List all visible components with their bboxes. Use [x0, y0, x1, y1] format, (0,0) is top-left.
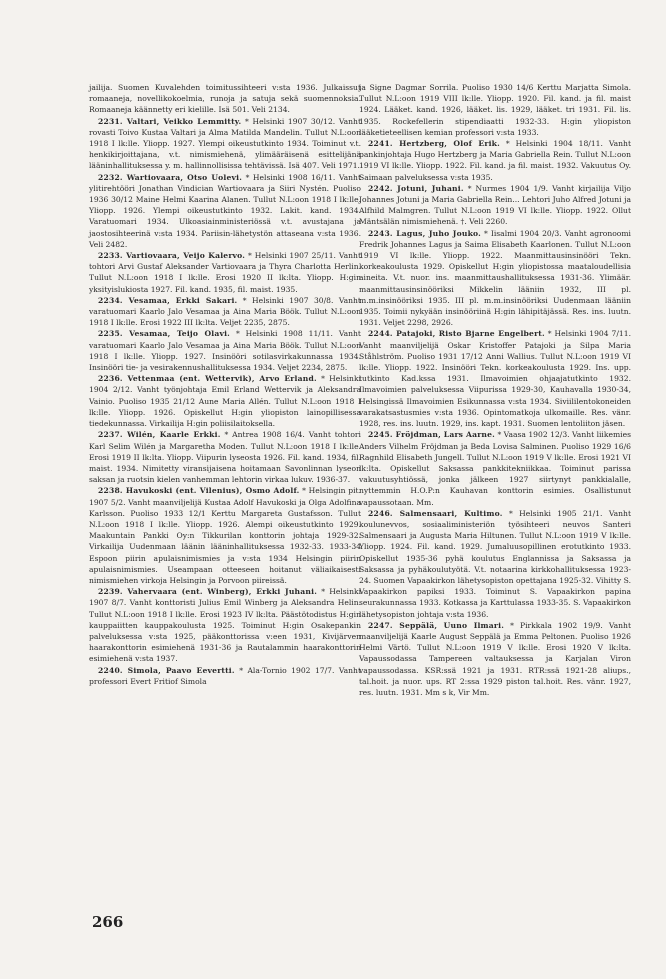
entry-heading: 2232. Wartiovaara, Otso Uolevi.	[98, 172, 243, 182]
entry-text: * Helsinki 1904 7/11. Vanht maanviljelijä Oskar Kristoffer Patajoki ja Silpa Maria Ståhlström. Puoliso 1931 17/12 Anni Wallius. Tullut N.L:oon 1919 VI lk:lle. Yliopp. 1922. Insinööri Tekn. korkeakoulusta 1929. Ins. upp. tutkinto Kad.kssa 1931. Ilmavoimien ohjaajatutkinto 1932. Ilmavoimien palveluksessa Viipurissa 1929-30, Kauhavalla 1930-34, Helsingissä Ilmavoimien Esikunnassa v:sta 1934. Siviililentokoneiden varakatsastusmies v:sta 1936. Opintomatkoja ulkomaille. Res. vänr. 1928, res. ins. luutn. 1929, ins. kapt. 1931. Suomen lentoliiton jäsen.	[359, 329, 632, 429]
page-number: 266	[92, 913, 124, 931]
entry-text: * Helsinki 1907 30/8. Vanht varatuomari Kaarlo Jalo Vesamaa ja Aina Maria Böök. Tullut N.L:oon 1918 I lk:lle. Erosi 1922 III lk:lta. Veljet 2235, 2875.	[89, 295, 361, 328]
entry-text: * Iisalmi 1904 20/3. Vanht agronoomi Fredrik Johannes Lagus ja Saima Elisabeth Kaarlonen. Tullut N.L:oon 1919 VI lk:lle. Yliopp. 1922. Maanmittausinsinööri Tekn. korkeakoulusta 1929. Opiskellut H:gin yliopistossa maataloudellisia aineita. V.t. nuor. ins. maanmittaushallituksessa 1931-36. Ylimäär. maanmittausinsinööriksi Mikkelin lääniin 1932, III pl. m.m.insinööriksi 1935. III pl. m.m.insinööriksi Uudenmaan lääniin 1935. Toimii nykyään insinööriinä H:gin lähipitäjässä. Res. ins. luutn. 1931. Veljet 2298, 2926.	[359, 228, 631, 328]
biography-entry	[89, 82, 361, 116]
entry-text: * Helsinki 1908 11/11. Vanht varatuomari Kaarlo Jalo Vesamaa ja Aina Maria Böök. Tullut N.L:oon 1918 I lk:lle. Yliopp. 1927. Insinööri sotilasvirkakunnassa 1934. Insinööri tie- ja vesirakennushallituksessa 1934. Veljet 2234, 2875.	[89, 329, 361, 373]
entry-heading: 2235. Vesamaa, Teijo Olavi.	[98, 329, 231, 339]
right-column	[359, 82, 631, 698]
entry-text: * Helsinki 1907 30/12. Vanht rovasti Toivo Kustaa Valtari ja Alma Matilda Mandelin. Tullut N.L:oon 1918 I lk:lle. Yliopp. 1927. Ylempi oikeustutkinto 1934. Toiminut v.t. henkikirjoittajana, v.t. nimismiehenä, ylimääräisenä esittelijänä lääninhallituksessa y. m. hallinnollisissa tehtävissä. Isä 407. Veli 1971.	[89, 116, 361, 171]
entry-text: * Nurmes 1904 1/9. Vanht kirjailija Viljo Johannes Jotuni ja Maria Gabriella Rein... Lehtori Juho Alfred Jotuni ja Alfhild Malmgren. Tullut N.L:oon 1919 VI lk:lle. Yliopp. 1922. Ollut Mäntsälän nimismiehenä. †. Veli 2260.	[359, 183, 631, 227]
biography-entry	[359, 620, 631, 698]
biography-entry	[89, 485, 361, 586]
entry-text: * Pirkkala 1902 19/9. Vanht maanviljelijä Kaarle August Seppälä ja Emma Peltonen. Puoliso 1926 Helmi Värtö. Tullut N.L:oon 1919 V lk:lle. Erosi 1920 V lk:lta. Vapaussodassa Tampereen valtauksessa ja Karjalan Viron vapaussodassa. KSR:ssä 1921 ja 1931. RTR:ssä 1921-28 aliups., tal.hoit. ja nuor. ups. RT 2:ssa 1929 piston tal.hoit. Res. vänr. 1927, res. luutn. 1931. Mm s k, Vir Mm.	[359, 620, 631, 697]
biography-entry	[359, 228, 631, 329]
entry-text: * Helsinki 1907 8/7. Vanht konttoristi Julius Emil Winberg ja Aleksandra Helin. Tullut N.L:oon 1918 I lk:lle. Erosi 1923 IV lk:lta. Päästötodistus H:gin kauppaiitten kauppakoulusta 1925. Toiminut H:gin Osakepankin palveluksessa v:sta 1925, pääkonttorissa v:een 1931, Kivijärven haarakonttorin esimiehenä 1931-36 ja Rautalammin haarakonttorin esimiehenä v:sta 1937.	[89, 587, 361, 664]
entry-heading: 2246. Salmensaari, Kultimo.	[368, 508, 503, 518]
entry-text: * Helsinki 1907 25/11. Vanht tohtori Arvi Gustaf Aleksander Vartiovaara ja Thyra Charlotta Herlin. Tullut N.L:oon 1918 I lk:lle. Erosi 1920 II lk:lta. Yliopp. H:gin yksityislukiosta 1927. Fil. kand. 1935, fil. maist. 1935.	[89, 251, 361, 294]
biography-entry	[359, 508, 631, 620]
biography-entry	[89, 172, 361, 250]
entry-text: * Ala-Tornio 1902 17/7. Vanht professori Evert Fritiof Simola	[89, 665, 361, 686]
entry-heading: 2233. Vartiovaara, Veijo Kalervo.	[98, 251, 246, 261]
entry-heading: 2247. Seppälä, Uuno Ilmari.	[368, 620, 505, 630]
biography-entry	[89, 295, 361, 329]
entry-heading: 2237. Wilén, Kaarle Erkki.	[98, 430, 221, 440]
biography-entry	[89, 665, 361, 687]
entry-text: * Helsinki 1908 16/11. Vanht ylitirehtööri Jonathan Vindician Wartiovaara ja Siiri Nystén. Puoliso 1936 30/12 Maine Helmi Kaarina Alanen. Tullut N.L:oon 1918 I lk:lle. Yliopp. 1926. Ylempi oikeustutkinto 1932. Lakit. kand. 1934. Varatuomari 1934. Ulkoasiainministeriössä v.t. avustajana ja jaostosihteerinä v:sta 1934. Pariisin-lähetystön attaseana v:sta 1936. Veli 2482.	[89, 172, 361, 249]
entry-heading: 2245. Fröjdman, Lars Aarne.	[368, 430, 495, 440]
entry-text: ja Signe Dagmar Sorrila. Puoliso 1930 14/6 Kerttu Marjatta Simola. Tullut N.L:oon 1919 VIII lk:lle. Yliopp. 1920. Fil. kand. ja fil. maist 1924. Lääket. kand. 1926, lääket. lis. 1929, lääket. tri 1931. Fil. lis. 1935. Rockefellerin stipendiaatti 1932-33. H:gin yliopiston lääketieteellisen kemian professori v:sta 1933.	[359, 83, 631, 137]
entry-heading: 2243. Lagus, Juho Jouko.	[368, 228, 482, 238]
left-column	[89, 82, 361, 687]
biography-entry	[359, 138, 631, 183]
entry-heading: 2240. Simola, Paavo Eevertti.	[98, 665, 235, 675]
entry-text: * Helsingin pit. 1907 5/2. Vanht maanviljelijä Kustaa Adolf Havukoski ja Olga Adolfina Karlsson. Puoliso 1933 12/1 Kerttu Margareta Gustafsson. Tullut N.L:oon 1918 I lk:lle. Yliopp. 1926. Alempi oikeustutkinto 1929. Maakuntain Pankki Oy:n Tikkurilan konttorin johtaja 1929-32. Virkailija Uudenmaan läänin lääninhallituksessa 1932-33. 1933-34 Espoon piirin apulaisnimismies ja v:sta 1934 Helsingin piirin apulaisnimismies. Useampaan otteeseen hoitanut väliaikaisesti nimismiehen virkoja Helsingin ja Porvoon piireissä.	[89, 486, 361, 585]
biography-entry	[89, 250, 361, 295]
entry-text: * Antrea 1908 16/4. Vanht tohtori Karl Selim Wilén ja Margaretha Moden. Tullut N.L:oon 1918 I lk:lle. Erosi 1919 II lk:lta. Yliopp. Viipurin lyseosta 1926. Fil. kand. 1934, fil. maist. 1934. Nimitetty viransijaisena hoitamaan Savonlinnan lyseon saksan ja ruotsin kielen vanhemman lehtorin virkaa lukuv. 1936-37.	[89, 430, 361, 485]
entry-heading: 2244. Patajoki, Risto Bjarne Engelbert.	[368, 329, 545, 339]
biography-entry	[359, 429, 631, 507]
biography-entry	[89, 116, 361, 172]
entry-heading: 2231. Valtari, Veikko Lemmitty.	[98, 116, 242, 126]
entry-text: * Helsinki 1905 21/1. Vanht koulunevvos, sosiaaliministeriön työsihteeri neuvos Santeri Salmensaari ja Augusta Maria Hiltunen. Tullut N.L:oon 1919 V lk:lle. Yliopp. 1924. Fil. kand. 1929. Jumaluusopillinen erotutkinto 1933. Opiskellut 1935-36 pyhä koulutus Englannissa ja Saksassa ja Saksassa ja pyhäkoulutyötä. V.t. notaarina kirkkohallituksessa 1923-24. Suomen Vapaakirkon lähetysopiston opettajana 1925-32. Vihitty S. Vapaakirkon papiksi 1933. Toiminut S. Vapaakirkon papina seurakunnassa 1933. Kotkassa ja Karttulassa 1933-35. S. Vapaakirkon lähetysopiston johtaja v:sta 1936.	[359, 508, 631, 619]
entry-heading: 2241. Hertzberg, Olof Erik.	[368, 139, 500, 149]
entry-heading: 2236. Vettenmaa (ent. Wettervik), Arvo Erland.	[98, 374, 317, 384]
entry-text: jailija. Suomen Kuvalehden toimitussihteeri v:sta 1936. Julkaissut romaaneja, novellikokoelmia, runoja ja satuja sekä suomennoksia. Romaaneja käännetty eri kielille. Isä 501. Veli 2134.	[89, 83, 361, 115]
entry-heading: 2242. Jotuni, Juhani.	[368, 183, 464, 193]
biography-entry	[359, 328, 631, 429]
biography-entry	[89, 328, 361, 373]
entry-heading: 2238. Havukoski (ent. Vilenius), Osmo Adolf.	[98, 486, 300, 496]
biography-entry	[89, 373, 361, 429]
entry-text: * Helsinki 1904 2/12. Vanht työnjohtaja Emil Erland Wettervik ja Aleksandra Vainio. Puoliso 1935 21/12 Aune Maria Allén. Tullut N.L:oon 1918 I lk:lle. Yliopp. 1926. Opiskellut H:gin yliopiston lainopillisessa tiedekunnassa. Virkailija H:gin poliisilaitoksella.	[89, 374, 361, 429]
biography-entry	[89, 429, 361, 485]
biography-entry	[89, 586, 361, 664]
biography-entry	[359, 183, 631, 228]
biography-entry	[359, 82, 631, 138]
entry-heading: 2239. Vahervaara (ent. Winberg), Erkki Juhani.	[98, 587, 318, 597]
entry-heading: 2234. Vesamaa, Erkki Sakari.	[98, 295, 238, 305]
entry-text: * Helsinki 1904 18/11. Vanht pankinjohtaja Hugo Hertzberg ja Maria Gabriella Rein. Tullut N.L:oon 1919 VI lk:lle. Yliopp. 1922. Fil. kand. ja fil. maist. 1932. Vakuutus Oy. Saimaan palveluksessa v:sta 1935.	[359, 139, 631, 182]
entry-text: * Vaasa 1902 12/3. Vanht liikemies Anders Vilhelm Fröjdman ja Beda Lovisa Salminen. Puoliso 1929 16/6 Ragnhild Elisabeth Jungell. Tullut N.L:oon 1919 V lk:lle. Erosi 1921 VI lk:lta. Opiskellut Saksassa pankkitekniikkaa. Toiminut parissa vakuutusyhtiössä, jonka jälkeen 1927 siirtynyt pankkialalle, nyttemmin H.O.P:n Kauhavan konttorin esimies. Osallistunut vapaussotaan. Mm.	[359, 430, 631, 507]
